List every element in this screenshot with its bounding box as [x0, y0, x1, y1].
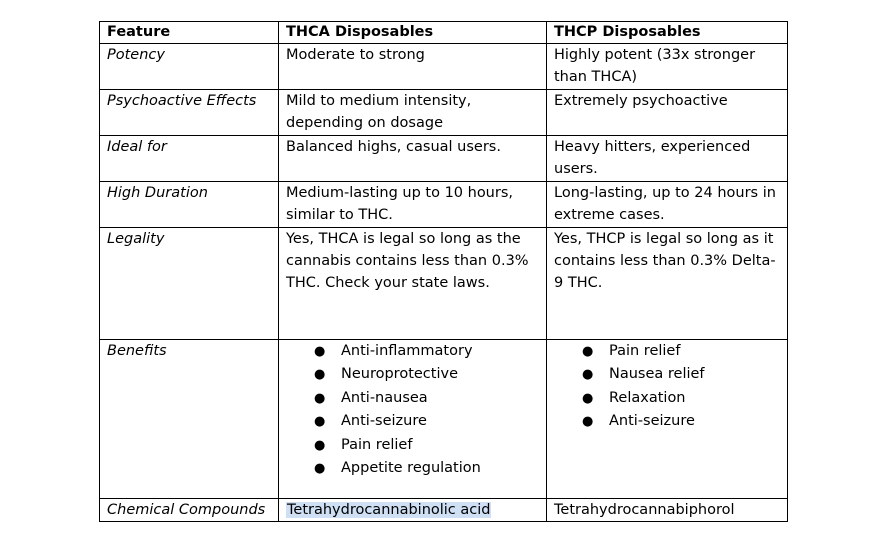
table-row-benefits: [100, 340, 788, 499]
table-row-legality: [100, 228, 788, 340]
thca-benefits-list: [286, 340, 539, 480]
list-item-label: Anti-seizure: [341, 413, 427, 430]
thcp-cell-legality: Yes, THCP is legal so long as it contains less than 0.3% Delta-9 THC.: [547, 228, 788, 340]
thca-cell-ideal-for: Balanced highs, casual users.: [279, 136, 547, 182]
list-item: [314, 434, 539, 457]
bullet-icon: ●: [314, 390, 326, 406]
thca-cell-chemical: [279, 499, 547, 522]
thcp-cell-psychoactive: Extremely psychoactive: [547, 90, 788, 136]
header-thcp: THCP Disposables: [547, 22, 788, 44]
list-item: [314, 363, 539, 386]
thcp-cell-potency: Highly potent (33x stronger than THCA): [547, 44, 788, 90]
list-item: [582, 410, 780, 433]
bullet-icon: ●: [582, 414, 594, 430]
list-item: [314, 340, 539, 363]
feature-cell-legality: Legality: [100, 228, 279, 340]
list-item: [582, 387, 780, 410]
list-item-label: Pain relief: [609, 343, 681, 359]
list-item-label: Anti-inflammatory: [341, 343, 473, 359]
list-item-label: Appetite regulation: [341, 459, 481, 476]
bullet-icon: ●: [314, 344, 326, 359]
header-row: [100, 22, 788, 44]
selected-text-highlight[interactable]: Tetrahydrocannabinolic acid: [287, 502, 491, 518]
list-item-label: Neuroprotective: [341, 366, 458, 383]
list-item: [582, 363, 780, 386]
table-row-potency: [100, 44, 788, 90]
table-row-psychoactive: [100, 90, 788, 136]
list-item-label: Nausea relief: [609, 366, 705, 383]
list-item: [314, 410, 539, 433]
thcp-cell-ideal-for: Heavy hitters, experienced users.: [547, 136, 788, 182]
thca-cell-benefits: [279, 340, 547, 499]
feature-cell-benefits: Benefits: [100, 340, 279, 499]
header-feature: Feature: [100, 22, 279, 44]
thca-cell-psychoactive: Mild to medium intensity, depending on dosage: [279, 90, 547, 136]
feature-cell-ideal-for: Ideal for: [100, 136, 279, 182]
thca-cell-legality: Yes, THCA is legal so long as the cannabis contains less than 0.3% THC. Check your state laws.: [279, 228, 547, 340]
feature-cell-duration: High Duration: [100, 182, 279, 228]
list-item: [582, 340, 780, 363]
table-row-duration: [100, 182, 788, 228]
list-item-label: Relaxation: [609, 389, 686, 406]
list-item-label: Pain relief: [341, 436, 413, 453]
list-item: [314, 457, 539, 480]
bullet-icon: ●: [582, 344, 594, 359]
comparison-table: [99, 21, 788, 522]
feature-cell-psychoactive: Psychoactive Effects: [100, 90, 279, 136]
list-item-label: Anti-seizure: [609, 413, 695, 430]
thca-cell-duration: Medium-lasting up to 10 hours, similar to THC.: [279, 182, 547, 228]
thcp-benefits-list: [554, 340, 780, 434]
header-thca: THCA Disposables: [279, 22, 547, 44]
bullet-icon: ●: [582, 390, 594, 406]
thca-cell-potency: Moderate to strong: [279, 44, 547, 90]
list-item: [314, 387, 539, 410]
thcp-cell-benefits: [547, 340, 788, 499]
bullet-icon: ●: [314, 460, 326, 476]
thcp-cell-duration: Long-lasting, up to 24 hours in extreme cases.: [547, 182, 788, 228]
bullet-icon: ●: [314, 437, 326, 453]
table-row-chemical: [100, 499, 788, 522]
bullet-icon: ●: [582, 367, 594, 383]
thcp-cell-chemical: Tetrahydrocannabiphorol: [547, 499, 788, 522]
bullet-icon: ●: [314, 367, 326, 383]
feature-cell-chemical: Chemical Compounds: [100, 499, 279, 522]
table-row-ideal-for: [100, 136, 788, 182]
feature-cell-potency: Potency: [100, 44, 279, 90]
bullet-icon: ●: [314, 414, 326, 430]
list-item-label: Anti-nausea: [341, 389, 428, 406]
